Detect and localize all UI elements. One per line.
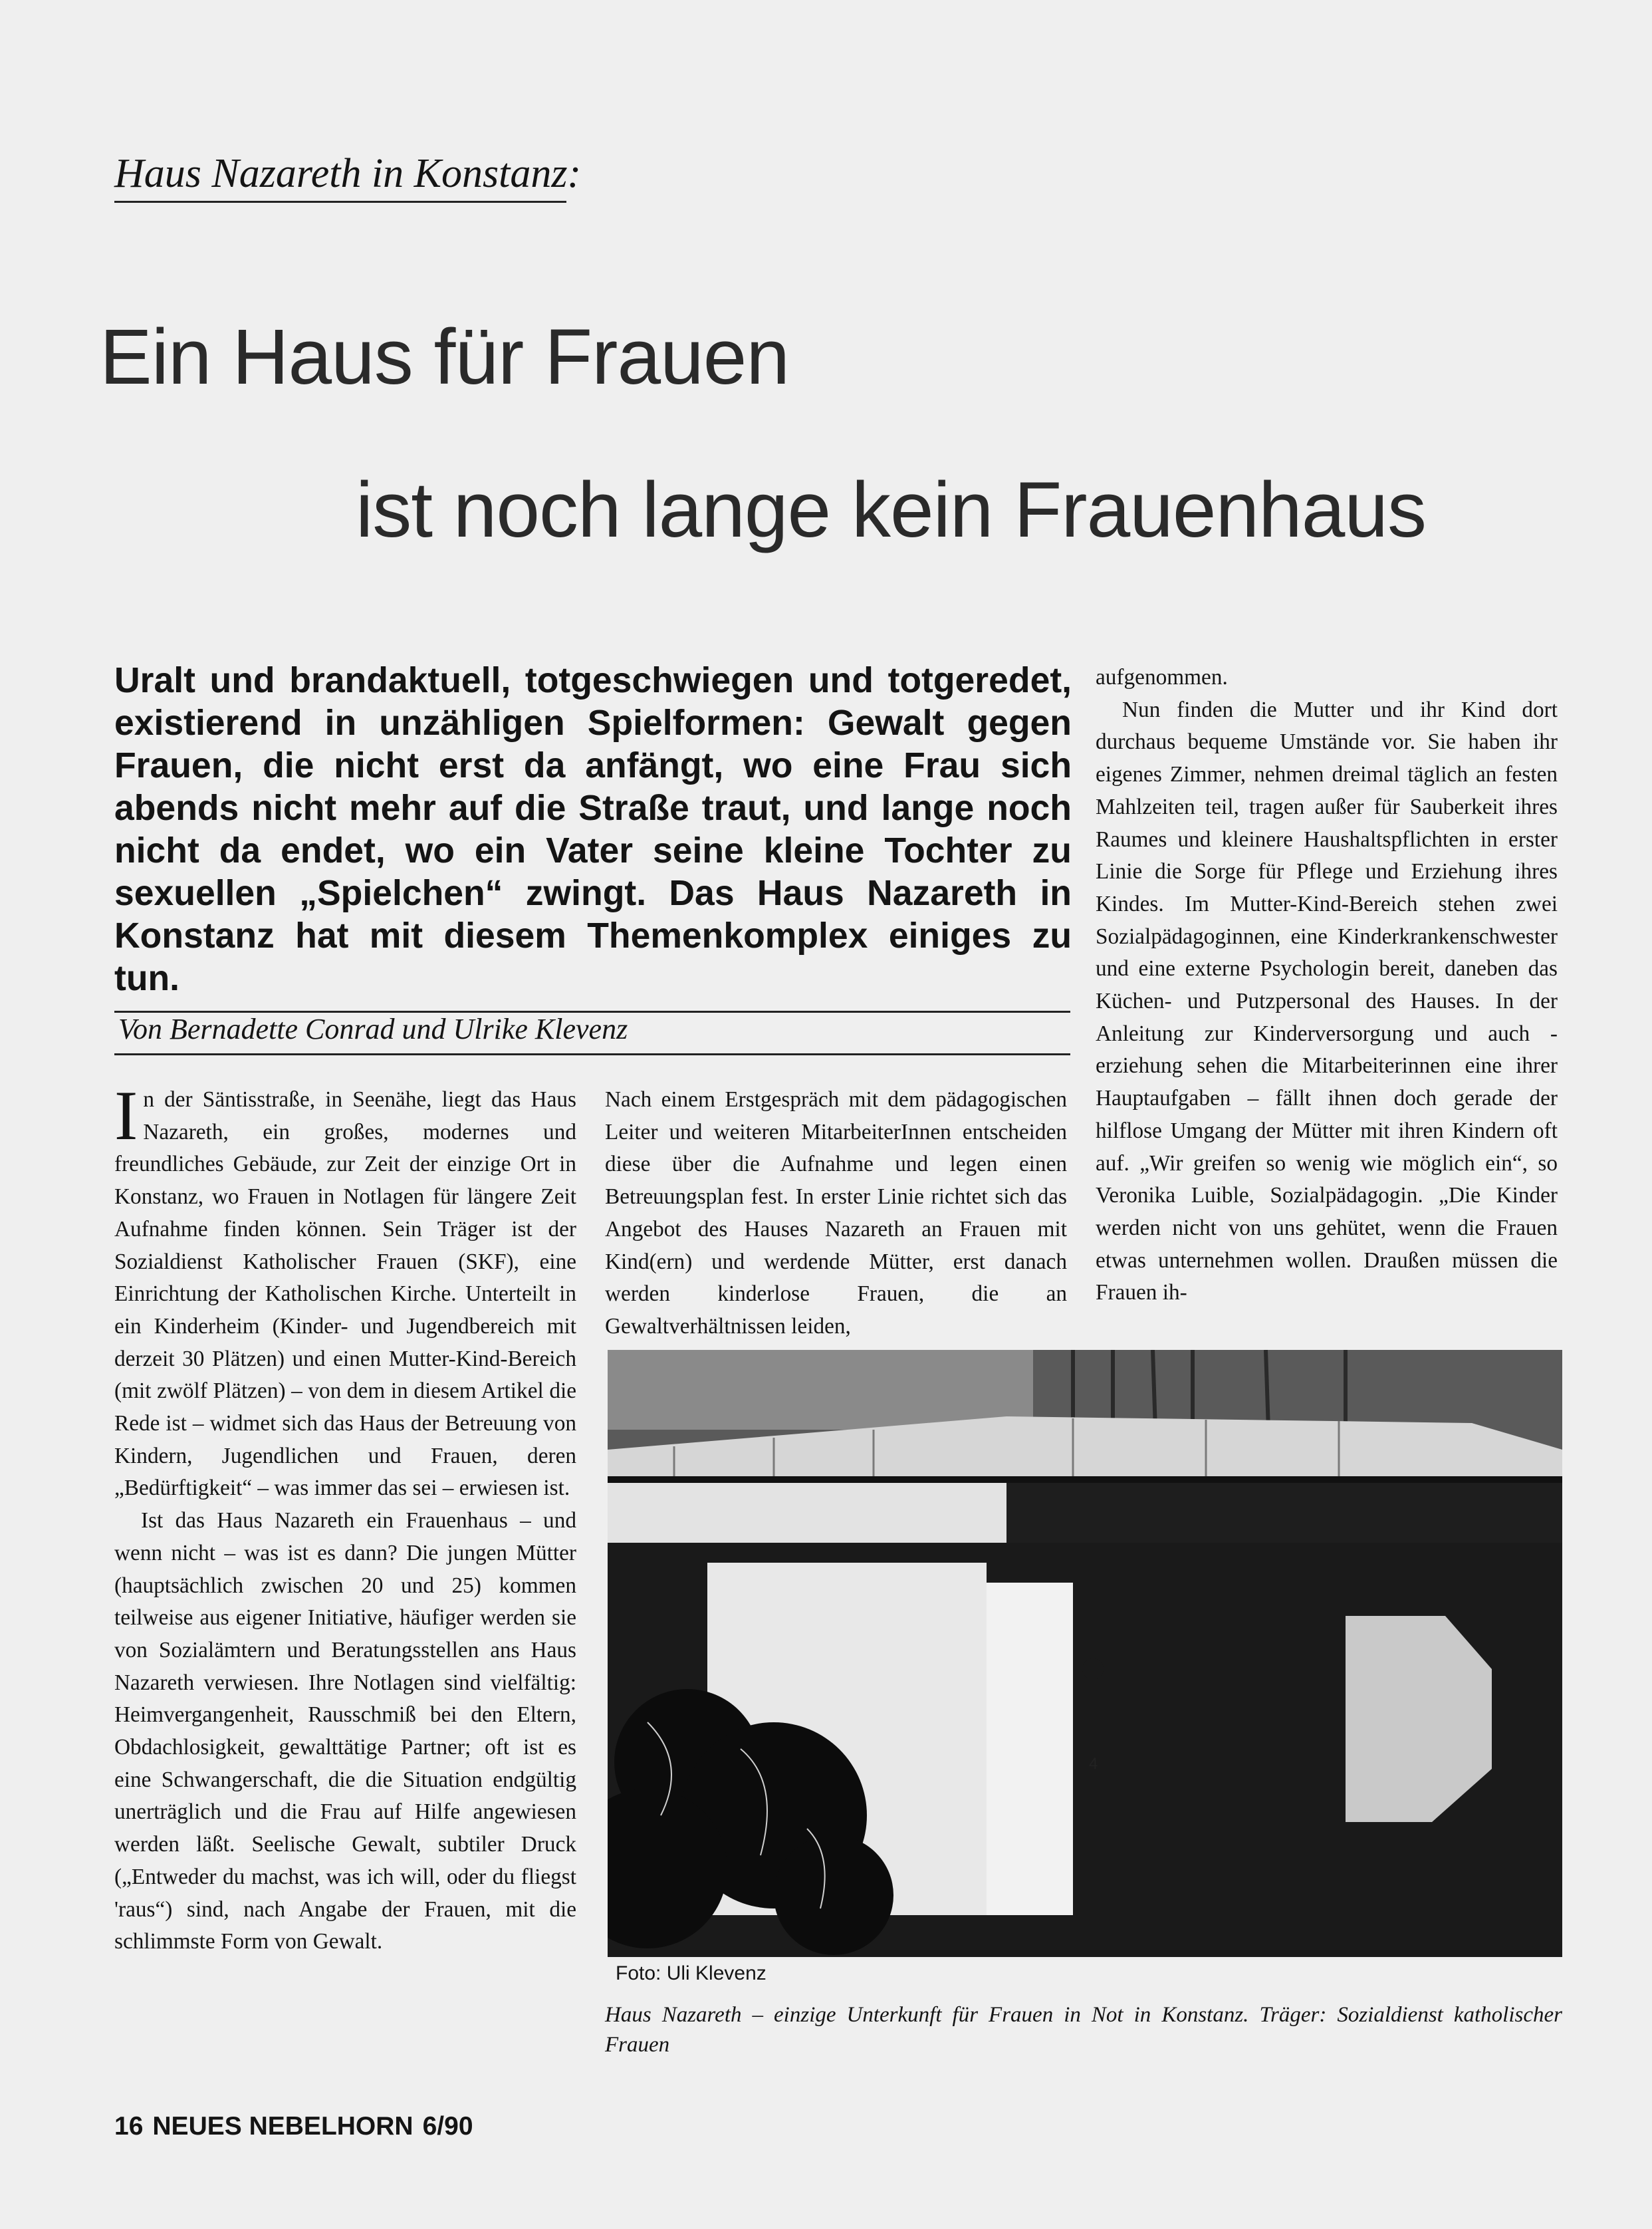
byline: Von Bernadette Conrad und Ulrike Klevenz xyxy=(118,1013,628,1045)
paragraph xyxy=(114,1077,576,1505)
paragraph: aufgenommen. xyxy=(1096,665,1228,690)
text-column-1 xyxy=(114,1077,576,1958)
issue-number: 6/90 xyxy=(422,2112,473,2141)
page-footer xyxy=(114,2113,473,2139)
byline-rule-bottom xyxy=(114,1053,1070,1055)
photo-credit: Foto: Uli Klevenz xyxy=(616,1962,767,1984)
lead-paragraph: Uralt und brandaktuell, totgeschwiegen und totgeredet, existierend in unzähligen Spielformen: Gewalt gegen Frauen, die nicht erst da anfängt, wo eine Frau sich abends nicht mehr auf die Straße traut, und lange noch nicht da endet, wo ein Vater seine kleine Tochter zu sexuellen „Spielchen“ zwingt. Das Haus Nazareth in Konstanz hat mit diesem Themenkomplex einiges zu tun. xyxy=(114,661,1072,998)
article-kicker: Haus Nazareth in Konstanz: xyxy=(114,151,582,196)
house-number: 4 xyxy=(1089,1755,1098,1773)
paragraph: Ist das Haus Nazareth ein Frauenhaus – und wenn nicht – was ist es dann? Die jungen Mütter (hauptsächlich zwischen 20 und 25) kommen teilweise aus eigener Initiative, häufiger werden sie von Sozialämtern und Beratungsstellen ans Haus Nazareth verwiesen. Ihre Notlagen sind vielfältig: Heimvergangenheit, Rausschmiß bei den Eltern, Obdachlosigkeit, gewalttätige Partner; oft ist es eine Schwangerschaft, die die Situation endgültig unerträglich und die Frau auf Hilfe angewiesen werden läßt. Seelische Gewalt, subtiler Druck („Entweder du machst, was ich will, oder du fliegst 'raus“) sind, nach Angabe der Frauen, mit die schlimmste Form von Gewalt. xyxy=(114,1508,576,1954)
paragraph: Nun finden die Mutter und ihr Kind dort durchaus bequeme Umstände vor. Sie haben ihr eigenes Zimmer, nehmen dreimal täglich an festen Mahlzeiten teil, tragen außer für Sauberkeit ihres Raumes und kleinere Haushaltspflichten in erster Linie die Sorge für Pflege und Erziehung ihres Kindes. Im Mutter-Kind-Bereich stehen zwei Sozialpädagoginnen, eine Kinderkrankenschwester und eine externe Psychologin bereit, daneben das Küchen- und Putzpersonal des Hauses. In der Anleitung zur Kinderversorgung und auch -erziehung sehen die Mitarbeiterinnen eine ihrer Hauptaufgaben – fällt ihnen doch gerade der hilflose Umgang der Mütter mit ihren Kindern oft auf. „Wir greifen so wenig wie möglich ein“, so Veronika Luible, Sozialpädagogin. „Die Kinder werden nicht von uns gehütet, wenn die Frauen etwas unternehmen wollen. Draußen müssen die Frauen ih- xyxy=(1096,697,1558,1305)
paragraph: Nach einem Erstgespräch mit dem pädagogischen Leiter und weiteren MitarbeiterInnen entscheiden diese über die Aufnahme und legen einen Betreuungsplan fest. In erster Linie richtet sich das Angebot des Hauses Nazareth an Frauen mit Kind(ern) und werdende Mütter, erst danach werden kinderlose Frauen, die an Gewaltverhältnissen leiden, xyxy=(605,1087,1067,1339)
page-number: 16 xyxy=(114,2112,144,2141)
kicker-underline xyxy=(114,201,566,203)
photo-illustration xyxy=(608,1350,1562,1957)
drop-cap: I xyxy=(114,1077,138,1154)
headline-line-1: Ein Haus für Frauen xyxy=(100,313,789,401)
paragraph-text: n der Säntisstraße, in Seenähe, liegt das Haus Nazareth, ein großes, modernes und freundliches Gebäude, zur Zeit der einzige Ort in Konstanz, wo Frauen in Notlagen für längere Zeit Aufnahme finden können. Sein Träger ist der Sozialdienst Katholischer Frauen (SKF), eine Einrichtung der Katholischen Kirche. Unterteilt in ein Kinderheim (Kinder- und Jugendbereich mit derzeit 30 Plätzen) und einen Mutter-Kind-Bereich (mit zwölf Plätzen) – von dem in diesem Artikel die Rede ist – widmet sich das Haus der Betreuung von Kindern, Jugendlichen und Frauen, deren „Bedürftigkeit“ – was immer das sei – erwiesen ist. xyxy=(114,1087,576,1501)
text-column-3 xyxy=(1096,662,1558,1309)
photo-caption: Haus Nazareth – einzige Unterkunft für Frauen in Not in Konstanz. Träger: Sozialdienst katholischer Frauen xyxy=(605,2003,1562,2057)
house-photo xyxy=(608,1350,1562,1957)
text-column-2 xyxy=(605,1084,1067,1343)
headline-line-2: ist noch lange kein Frauenhaus xyxy=(356,466,1426,554)
magazine-name: NEUES NEBELHORN xyxy=(152,2112,413,2141)
